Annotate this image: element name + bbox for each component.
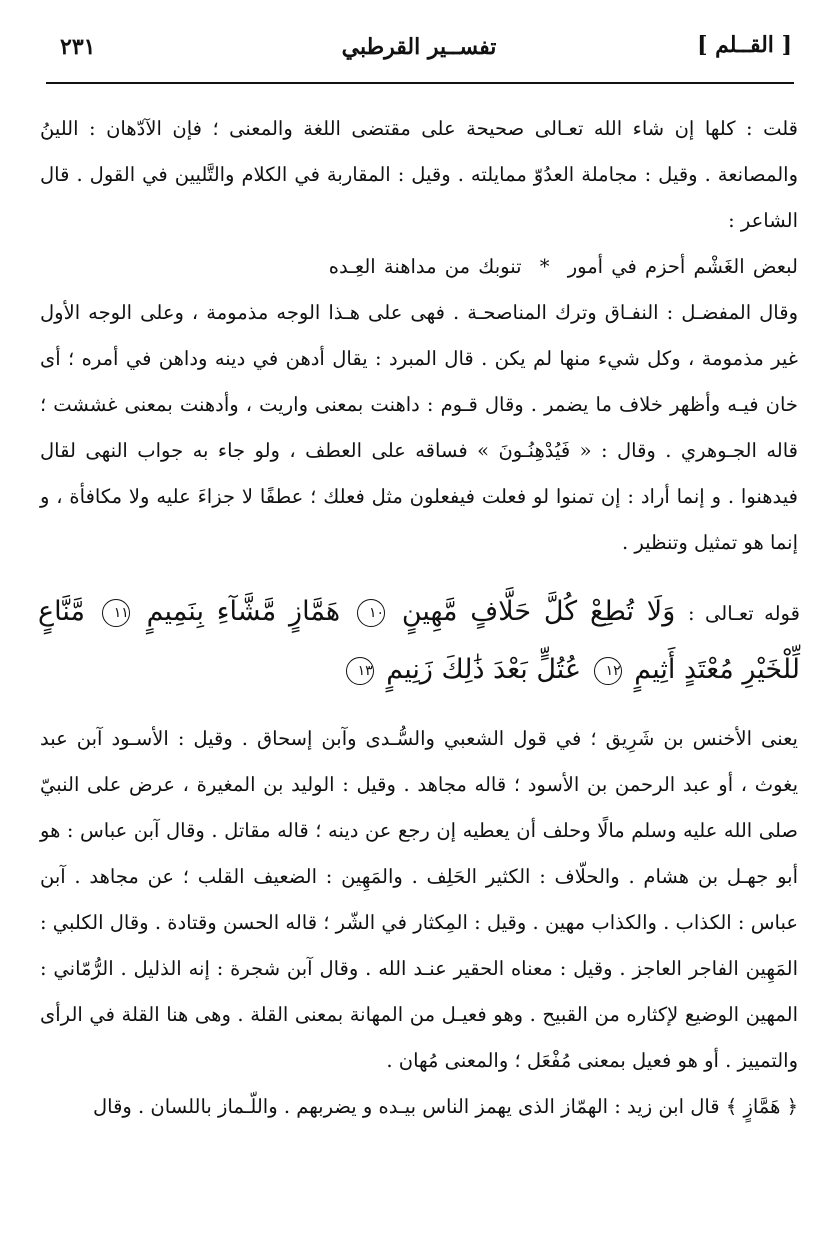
book-title: تفســير القرطبي: [341, 34, 497, 60]
quran-text-4: عُتُلٍّ بَعْدَ ذَٰلِكَ زَنِيمٍ: [386, 654, 582, 685]
commentary-text: [38, 716, 800, 1130]
paragraph-mufaddal: وقال المفضـل : النفـاق وترك المناصحـة . فهى على هـذا الوجه مذمومة ، وعلى الوجه الأول غير مذمومة ، وكل شيء منها لم يكن . قال المبرد : يقال أدهن في دينه وداهن في أمره ؛ أى خان فيـه وأظهر خلاف ما يضمر . وقال قـوم : داهنت بمعنى واريت ، وأدهنت بمعنى غششت ؛ قاله الجـوهري . وقال : « فَيُدْهِنُـونَ » فساقه على العطف ، ولو جاء به جواب النهى لقال فيدهنوا . و إنما أراد : إن تمنوا لو فعلت فيفعلون مثل فعلك ؛ عطفًا لا جزاءَ عليه ولا مكافأة ، و إنما هو تمثيل وتنظير .: [40, 301, 798, 554]
quran-verse-line: [38, 584, 800, 698]
book-page: [38, 22, 800, 1214]
quran-text-1: وَلَا تُطِعْ كُلَّ حَلَّافٍ مَّهِينٍ: [401, 596, 676, 627]
page-header: [38, 22, 800, 84]
ayah-number-marker: ١٢: [594, 657, 622, 685]
quran-text-2: هَمَّازٍ مَّشَّآءِ بِنَمِيمٍ: [146, 596, 341, 627]
quran-intro: قوله تعـالى :: [688, 602, 800, 625]
header-divider: [46, 82, 794, 84]
main-text: [38, 106, 800, 566]
ayah-number-marker: ١٣: [346, 657, 374, 685]
page-number: ٢٣١: [60, 34, 96, 60]
poetry-verse: [40, 244, 798, 290]
ayah-number-marker: ١١: [102, 599, 130, 627]
paragraph-hammaz: ﴿ هَمَّازٍ ﴾ قال ابن زيد : الهمّاز الذى يهمز الناس بيـده و يضربهم . واللّـماز باللسان . وقال: [92, 1095, 798, 1118]
paragraph-opening: قلت : كلها إن شاء الله تعـالى صحيحة على مقتضى اللغة والمعنى ؛ فإن الآدّهان : اللينُ والمصانعة . وقيل : مجاملة العدُوّ ممايلته . وقيل : المقاربة في الكلام والتَّليين في القول . قال الشاعر :: [40, 117, 798, 232]
ayah-number-marker: ١٠: [357, 599, 385, 627]
surah-label: [ القــلم ]: [697, 32, 792, 58]
quran-verses: [38, 584, 800, 698]
quran-text-3: مَّنَّاعٍ لِّلْخَيْرِ مُعْتَدٍ أَثِيمٍ: [38, 596, 800, 685]
verse-hemistich-second: تنوبك من مداهنة العِـده: [328, 255, 522, 278]
verse-hemistich-first: لبعض الغَشْم أحزم في أمور: [567, 255, 798, 278]
paragraph-commentary: يعنى الأخنس بن شَرِيق ؛ في قول الشعبي والسُّـدى وآبن إسحاق . وقيل : الأسـود آبن عبد يغوث ، أو عبد الرحمن بن الأسود ؛ قاله مجاهد . وقيل : الوليد بن المغيرة ، عرض على النبيّ صلى الله عليه وسلم مالًا وحلف أن يعطيه إن رجع عن دينه ؛ قاله مقاتل . وقال آبن عباس : هو أبو جهـل بن هشام . والحلّاف : الكثير الحَلِف . والمَهِين : الضعيف القلب ؛ عن مجاهد . آبن عباس : الكذاب . والكذاب مهين . وقيل : المِكثار في الشّر ؛ قاله الحسن وقتادة . وقال الكلبي : المَهِين الفاجر العاجز . وقيل : معناه الحقير عنـد الله . وقال آبن شجرة : إنه الذليل . الرُّمّاني : المهين الوضيع لإكثاره من القبيح . وهو فعيـل من المهانة بمعنى القلة . وهى هنا القلة في الرأى والتمييز . أو هو فعيل بمعنى مُفْعَل ؛ والمعنى مُهان .: [40, 727, 798, 1072]
star-separator-icon: *: [539, 255, 550, 278]
